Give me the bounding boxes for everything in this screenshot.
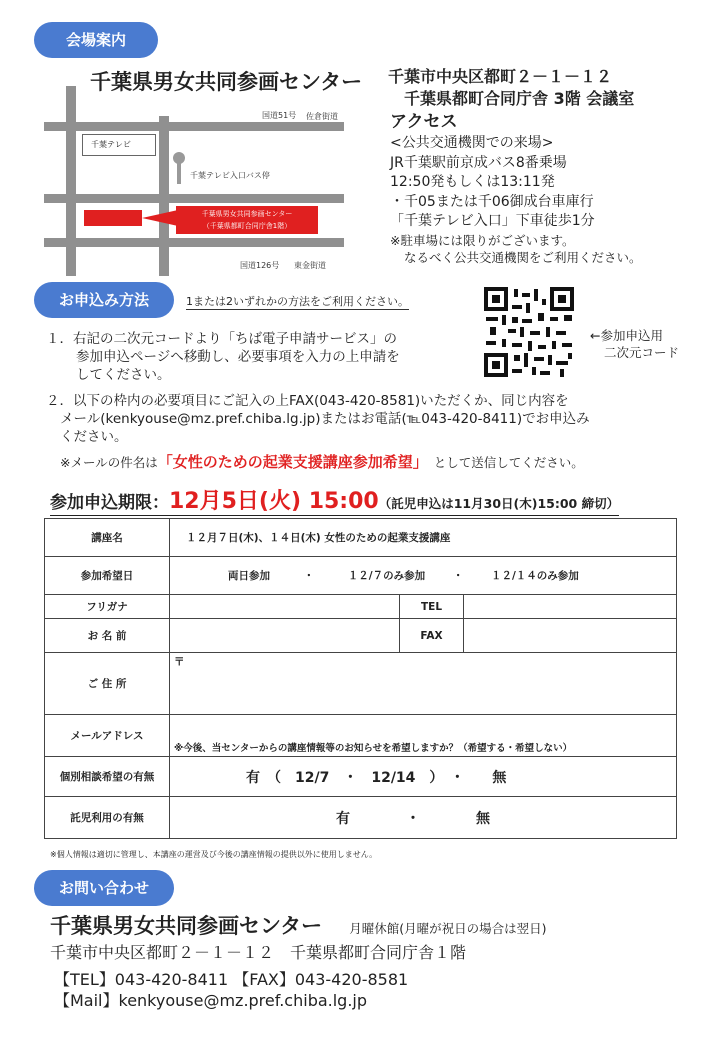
map-center-label-line1: 千葉県男女共同参画センター: [201, 210, 293, 218]
contact-tel-fax: 【TEL】043-420-8411 【FAX】043-420-8581: [54, 970, 409, 989]
contact-header: [50, 910, 547, 940]
venue-address-line1: 千葉市中央区都町２－１－１２: [388, 67, 613, 86]
attend-sep-2: ・: [452, 570, 464, 582]
attend-option-12-14[interactable]: １２/１４のみ参加: [490, 570, 579, 582]
map-label-route51: 国道51号: [262, 111, 297, 120]
map-center-callout: [176, 206, 318, 234]
step1-line1: １．右記の二次元コードより「ちば電子申請サービス」の: [46, 331, 397, 347]
address-label: ご 住 所: [45, 653, 170, 715]
contact-address: 千葉市中央区都町２－１－１２ 千葉県都町合同庁舎１階: [50, 943, 467, 962]
qr-caption-line1: ←参加申込用: [590, 328, 663, 343]
mail-note: ※今後、当センターからの講座情報等のお知らせを希望しますか？（希望する・希望しない）: [174, 743, 573, 754]
apply-hint: 1または2いずれかの方法をご利用ください。: [186, 295, 409, 308]
apply-section-label: お申込み方法: [34, 282, 174, 318]
parking-note-1: ※駐車場には限りがございます。: [390, 232, 575, 248]
apply-step-2: [46, 392, 590, 446]
deadline: [50, 484, 619, 516]
venue-section-label: 会場案内: [34, 22, 158, 58]
map-arrow-icon: [142, 206, 178, 230]
fax-field[interactable]: [464, 619, 677, 653]
access-line-5: 「千葉テレビ入口」下車徒歩1分: [390, 213, 595, 229]
map-road-route126: [44, 238, 344, 247]
email-subject: 「女性のための起業支援講座参加希望」: [157, 453, 428, 471]
postal-mark: 〒: [174, 656, 185, 668]
access-line-3: 12:50発もしくは13:11発: [390, 174, 555, 190]
map-road-vertical-left: [66, 86, 76, 276]
map-label-chiba-tv: 千葉テレビ: [91, 140, 131, 149]
apply-step-1: [46, 330, 400, 384]
map-road-route51: [44, 122, 344, 131]
access-line-2: JR千葉駅前京成バス8番乗場: [390, 154, 567, 171]
qr-code[interactable]: [482, 285, 576, 379]
contact-mail[interactable]: 【Mail】kenkyouse@mz.pref.chiba.lg.jp: [54, 991, 368, 1010]
attend-option-both[interactable]: 両日参加: [228, 570, 270, 582]
furigana-label: [45, 595, 170, 619]
name-label: お 名 前: [45, 619, 170, 653]
map-label-route126: 国道126号: [240, 261, 280, 270]
step2-line1: ２．以下の枠内の必要項目にご記入の上FAX(043-420-8581)いただくか、同じ内容を: [46, 393, 569, 409]
access-block: [390, 110, 642, 266]
furigana-field[interactable]: [170, 595, 400, 619]
access-map: [44, 86, 344, 276]
map-label-sakura-kaido: 佐倉街道: [306, 112, 338, 121]
deadline-date: 12月5日(火) 15:00: [169, 489, 379, 514]
deadline-note: （託児申込は11月30日(木)15:00 締切）: [378, 496, 620, 511]
fax-label: FAX: [400, 619, 464, 653]
attend-sep-1: ・: [303, 570, 315, 582]
map-label-bus-stop: 千葉テレビ入口バス停: [190, 171, 270, 180]
qr-caption: [590, 327, 679, 361]
map-road-middle: [44, 194, 344, 203]
tel-field[interactable]: [464, 595, 677, 619]
consult-options[interactable]: 有 （ 12/7 ・ 12/14 ） ・ 無: [170, 757, 677, 797]
course-label: 講座名: [45, 519, 170, 557]
qr-caption-line2: 二次元コード: [604, 345, 680, 360]
step1-line3: してください。: [76, 367, 171, 383]
map-chiba-tv-building: [82, 134, 156, 156]
contact-section-label: お問い合わせ: [34, 870, 174, 906]
step2-line3: ください。: [60, 429, 128, 445]
application-form: [44, 518, 677, 839]
access-title: アクセス: [390, 112, 458, 132]
privacy-note: ※個人情報は適切に管理し、本講座の運営及び今後の講座情報の提供以外に使用しません。: [50, 850, 378, 859]
email-subject-note: [60, 451, 584, 472]
step1-line2: 参加申込ページへ移動し、必要事項を入力の上申請を: [76, 349, 400, 365]
tel-label: TEL: [400, 595, 464, 619]
mail-field[interactable]: [170, 715, 677, 757]
bus-stop-pole: [177, 162, 181, 184]
attend-options[interactable]: [170, 557, 677, 595]
venue-address-line2: 千葉県都町合同庁舎 3階 会議室: [404, 89, 635, 108]
childcare-label: 託児利用の有無: [45, 797, 170, 839]
childcare-options[interactable]: 有 ・ 無: [170, 797, 677, 839]
deadline-label: 参加申込期限：: [50, 493, 169, 513]
furigana-text: フリガナ: [86, 601, 128, 613]
map-center-marker: [84, 210, 142, 226]
attend-option-12-7[interactable]: １２/７のみ参加: [347, 570, 426, 582]
address-field[interactable]: [170, 653, 677, 715]
access-line-4: ・千05または千06御成台車庫行: [390, 193, 594, 210]
subject-pre: ※メールの件名は: [60, 455, 158, 470]
mail-label: メールアドレス: [45, 715, 170, 757]
subject-post: として送信してください。: [433, 455, 584, 470]
parking-note-2: なるべく公共交通機関をご利用ください。: [404, 249, 642, 265]
contact-closed: 月曜休館(月曜が祝日の場合は翌日): [349, 921, 547, 936]
consult-label: 個別相談希望の有無: [45, 757, 170, 797]
access-line-1: <公共交通機関での来場>: [390, 135, 554, 151]
attend-label: 参加希望日: [45, 557, 170, 595]
contact-name: 千葉県男女共同参画センター: [50, 914, 323, 938]
name-field[interactable]: [170, 619, 400, 653]
venue-name: 千葉県男女共同参画センター: [90, 70, 363, 94]
map-center-label-line2: （千葉県都町合同庁舎1階）: [202, 222, 292, 230]
step2-line2: メール(kenkyouse@mz.pref.chiba.lg.jp)またはお電話(℡043-420-8411)でお申込み: [60, 411, 590, 427]
course-value: １２月７日(木)、１４日(木) 女性のための起業支援講座: [170, 519, 677, 557]
map-label-togane-kaido: 東金街道: [294, 261, 326, 270]
